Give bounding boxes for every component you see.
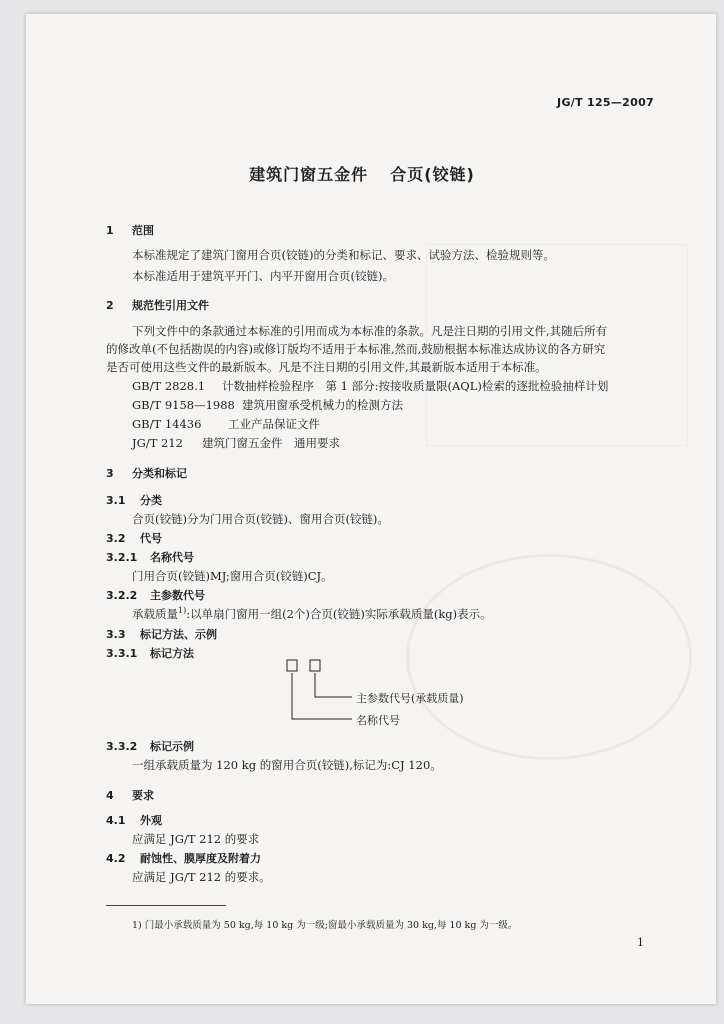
footnote-ref: 1)	[178, 606, 187, 616]
section-3-2-2-heading: 3.2.2 主参数代号	[106, 589, 205, 602]
footnote: 1) 门最小承载质量为 50 kg,每 10 kg 为一级;窗最小承载质量为 30 kg,每 10 kg 为一级。	[132, 920, 518, 931]
section-2-para-line-3: 是否可使用这些文件的最新版本。凡是不注日期的引用文件,其最新版本适用于本标准。	[106, 360, 547, 374]
section-3-1-text: 合页(铰链)分为门用合页(铰链)、窗用合页(铰链)。	[132, 512, 389, 526]
faint-stamp-watermark	[406, 554, 692, 760]
section-4-heading: 4 要求	[106, 789, 154, 802]
section-3-3-2-heading: 3.3.2 标记示例	[106, 740, 194, 753]
reference-item: GB/T 9158—1988 建筑用窗承受机械力的检测方法	[132, 398, 403, 412]
standard-number: JG/T 125—2007	[557, 96, 654, 109]
section-2-para-line-2: 的修改单(不包括勘误的内容)或修订版均不适用于本标准,然而,鼓励根据本标准达成协议的各方研究	[106, 342, 606, 356]
reference-item: GB/T 14436 工业产品保证文件	[132, 417, 320, 431]
section-1-para-2: 本标准适用于建筑平开门、内平开窗用合页(铰链)。	[132, 269, 394, 283]
section-2-para-line-1: 下列文件中的条款通过本标准的引用而成为本标准的条款。凡是注日期的引用文件,其随后所有	[132, 324, 608, 338]
section-3-heading: 3 分类和标记	[106, 467, 187, 480]
document-title	[0, 162, 724, 185]
section-3-2-1-text: 门用合页(铰链)MJ;窗用合页(铰链)CJ。	[132, 569, 333, 583]
reference-item: GB/T 2828.1 计数抽样检验程序 第 1 部分:按接收质量限(AQL)检索的逐批检验抽样计划	[132, 379, 609, 393]
title-main: 建筑门窗五金件	[249, 165, 369, 184]
section-4-1-text: 应满足 JG/T 212 的要求	[132, 832, 260, 846]
section-4-2-text: 应满足 JG/T 212 的要求。	[132, 870, 271, 884]
param-code-label: 主参数代号(承载质量)	[356, 692, 464, 705]
section-4-1-heading: 4.1 外观	[106, 814, 162, 827]
section-3-2-2-text: 承载质量$^{1)}$:以单扇门窗用一组(2个)合页(铰链)实际承载质量(kg)表示。	[132, 606, 492, 621]
page-number: 1	[637, 936, 644, 949]
title-sub: 合页(铰链)	[390, 165, 475, 184]
section-1-para-1: 本标准规定了建筑门窗用合页(铰链)的分类和标记、要求、试验方法、检验规则等。	[132, 248, 555, 262]
section-3-3-heading: 3.3 标记方法、示例	[106, 628, 217, 641]
footnote-divider	[106, 905, 226, 906]
section-1-heading: 1 范围	[106, 224, 154, 237]
section-3-3-1-heading: 3.3.1 标记方法	[106, 647, 194, 660]
section-3-1-heading: 3.1 分类	[106, 494, 162, 507]
section-3-2-1-heading: 3.2.1 名称代号	[106, 551, 194, 564]
section-3-3-2-text: 一组承载质量为 120 kg 的窗用合页(铰链),标记为:CJ 120。	[132, 758, 442, 772]
section-2-heading: 2 规范性引用文件	[106, 299, 209, 312]
reference-item: JG/T 212 建筑门窗五金件 通用要求	[132, 436, 340, 450]
name-code-label: 名称代号	[356, 714, 400, 727]
section-4-2-heading: 4.2 耐蚀性、膜厚度及附着力	[106, 852, 261, 865]
section-3-2-heading: 3.2 代号	[106, 532, 162, 545]
